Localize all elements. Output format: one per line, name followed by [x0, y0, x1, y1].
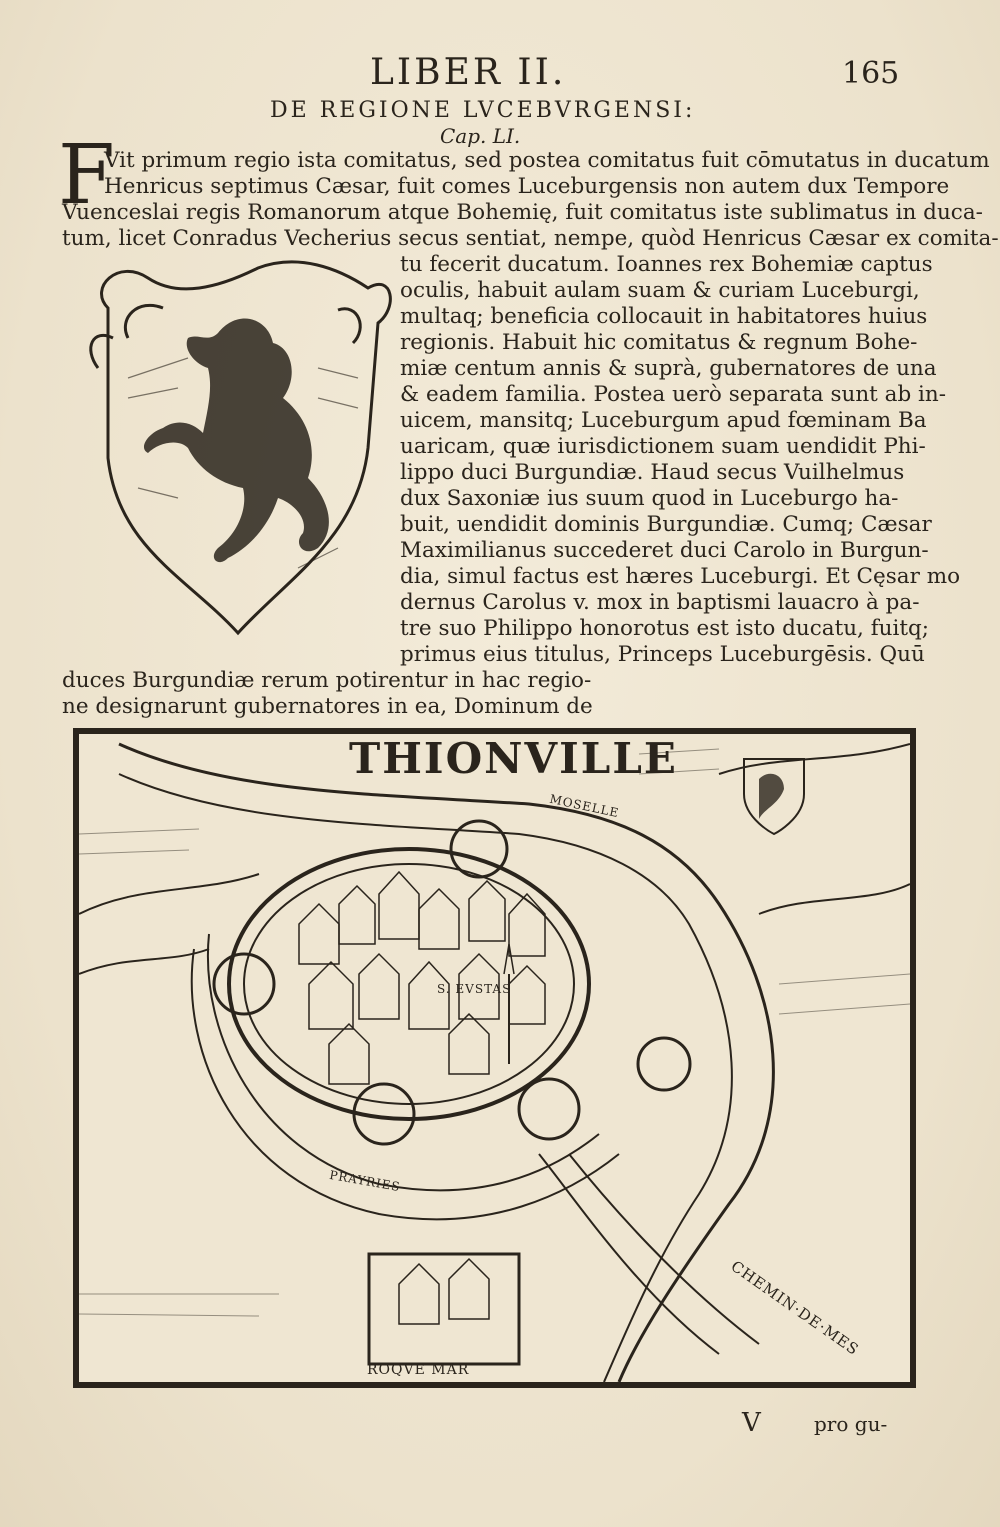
text-line: dernus Carolus v. mox in baptismi lauacro à pa-	[400, 590, 920, 615]
text-line: dux Saxoniæ ius suum quod in Luceburgo ha-	[400, 486, 899, 511]
text-line: & eadem familia. Postea uerò separata sunt ab in-	[400, 382, 947, 407]
text-line: multaq; beneficia collocauit in habitatores huius	[400, 304, 928, 329]
chapter-label: Cap. LI.	[440, 124, 521, 148]
text-line: uicem, mansitq; Luceburgum apud fœminam Ba	[400, 408, 927, 433]
section-title: DE REGIONE LVCEBVRGENSI:	[270, 98, 696, 123]
catchword: pro gu-	[814, 1412, 888, 1436]
map-label-fort: ROQVE MAR	[367, 1362, 470, 1378]
text-line: tum, licet Conradus Vecherius secus sentiat, nempe, quòd Henricus Cæsar ex comita-	[62, 226, 999, 251]
text-line: Henricus septimus Cæsar, fuit comes Luceburgensis non autem dux Tempore	[104, 174, 950, 199]
text-line: primus eius titulus, Princeps Luceburgēsis. Quū	[400, 642, 925, 667]
show-through-text	[580, 80, 600, 96]
map-label-road: CHEMIN·DE·MES	[727, 1257, 863, 1359]
text-line: uaricam, quæ iurisdictionem suam uendidit Phi-	[400, 434, 926, 459]
text-line: ne designarunt gubernatores in ea, Dominum de	[62, 694, 593, 719]
text-line: dia, simul factus est hæres Luceburgi. Et Cęsar mo	[400, 564, 961, 589]
map-label-moselle: MOSELLE	[548, 791, 621, 821]
map-title: THIONVILLE	[349, 734, 678, 783]
text-line: Vit primum regio ista comitatus, sed postea comitatus fuit cōmutatus in ducatum	[104, 148, 990, 173]
coat-of-arms-lion-shield	[68, 248, 403, 648]
text-line: Maximilianus succederet duci Carolo in Burgun-	[400, 538, 929, 563]
signature-mark: V	[742, 1408, 761, 1438]
text-line: buit, uendidit dominis Burgundiæ. Cumq; Cæsar	[400, 512, 932, 537]
text-line: miæ centum annis & suprà, gubernatores de una	[400, 356, 937, 381]
map-label-meadows: PRAYRIES	[328, 1167, 402, 1195]
drop-initial: F	[58, 128, 115, 223]
text-line: lippo duci Burgundiæ. Haud secus Vuilhelmus	[400, 460, 905, 485]
text-line: tre suo Philippo honorotus est isto ducatu, fuitq;	[400, 616, 930, 641]
town-view-drawing	[79, 734, 910, 1382]
map-label-church: S. EVSTAS	[437, 982, 512, 996]
page-number: 165	[842, 56, 900, 91]
text-line: oculis, habuit aulam suam & curiam Luceburgi,	[400, 278, 920, 303]
text-line: Vuenceslai regis Romanorum atque Bohemię, fuit comitatus iste sublimatus in duca-	[62, 200, 983, 225]
text-line: tu fecerit ducatum. Ioannes rex Bohemiæ captus	[400, 252, 933, 277]
running-head: LIBER II.	[370, 52, 567, 93]
text-line: duces Burgundiæ rerum potirentur in hac regio-	[62, 668, 592, 693]
text-line: regionis. Habuit hic comitatus & regnum Bohe-	[400, 330, 918, 355]
town-view-woodcut	[73, 728, 916, 1388]
